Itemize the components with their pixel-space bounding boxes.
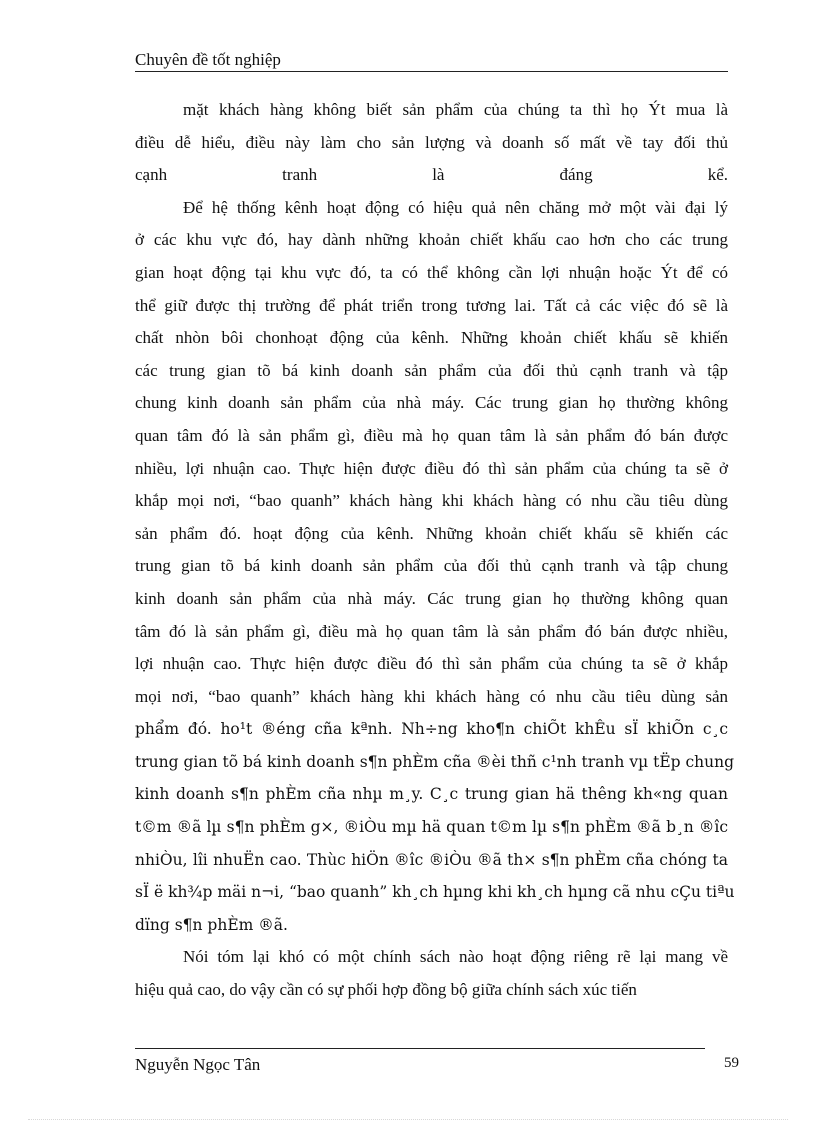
text-line: nhiÒu, lîi nhuËn cao. Thùc hiÖn ®îc ®iÒu ®ã th× s¶n phÈm cña chóng ta	[135, 850, 728, 869]
text-line: quan tâm đó là sản phẩm gì, điều mà họ quan tâm là sản phẩm đó bán được	[135, 425, 728, 445]
text-line: nhiều, lợi nhuận cao. Thực hiện được điều đó thì sản phẩm của chúng ta sẽ ở	[135, 458, 728, 478]
text-line: dïng s¶n phÈm ®ã.	[135, 915, 288, 934]
text-line: kinh doanh s¶n phÈm cña nhµ m¸y. C¸c trung gian hä thêng kh«ng quan	[135, 785, 728, 804]
text-line: t©m ®ã lµ s¶n phÈm g×, ®iÒu mµ hä quan t©m lµ s¶n phÈm ®ã b¸n ®îc	[135, 818, 728, 837]
page-number: 59	[724, 1055, 739, 1071]
text-line: mặt khách hàng không biết sản phẩm của chúng ta thì họ Ýt mua là	[183, 100, 728, 119]
header-divider	[135, 71, 728, 72]
text-line: thể giữ được thị trường để phát triển trong tương lai. Tất cả các việc đó sẽ là	[135, 295, 728, 315]
text-line: sÏ ë kh¾p mäi n¬i, “bao quanh” kh¸ch hµng khi kh¸ch hµng cã nhu cÇu tiªu	[135, 883, 735, 902]
page-edge-guide	[28, 1119, 788, 1120]
text-line: kinh doanh sản phẩm của nhà máy. Các trung gian họ thường không quan	[135, 588, 728, 608]
page-header-title: Chuyên đề tốt nghiệp	[135, 50, 281, 69]
document-body	[135, 94, 735, 1007]
footer-author: Nguyễn Ngọc Tân	[135, 1055, 261, 1074]
text-line: trung gian tõ bá kinh doanh s¶n phÈm cña ®èi thñ c¹nh tranh vµ tËp chung	[135, 752, 735, 771]
text-line: mọi nơi, “bao quanh” khách hàng khi khách hàng có nhu cầu tiêu dùng sản	[135, 686, 728, 706]
text-line: hiệu quả cao, do vậy cần có sự phối hợp đồng bộ giữa chính sách xúc tiến	[135, 980, 637, 1000]
text-line: chất nhòn bôi chonhoạt động của kênh. Những khoản chiết khấu sẽ khiến	[135, 328, 728, 348]
text-line: trung gian tõ bá kinh doanh sản phẩm của đối thủ cạnh tranh và tập chung	[135, 556, 728, 576]
text-line: các trung gian tõ bá kinh doanh sản phẩm của đối thủ cạnh tranh và tập	[135, 360, 728, 380]
text-line: khắp mọi nơi, “bao quanh” khách hàng khi khách hàng có nhu cầu tiêu dùng	[135, 491, 728, 511]
footer-divider	[135, 1048, 705, 1049]
text-line: Nói tóm lại khó có một chính sách nào hoạt động riêng rẽ lại mang về	[183, 947, 728, 967]
text-line: điều dễ hiểu, điều này làm cho sản lượng và doanh số mất về tay đối thủ	[135, 132, 728, 152]
text-line: chung kinh doanh sản phẩm của nhà máy. Các trung gian họ thường không	[135, 393, 728, 413]
text-line: sản phẩm đó. hoạt động của kênh. Những khoản chiết khấu sẽ khiến các	[135, 523, 728, 543]
text-line: lợi nhuận cao. Thực hiện được điều đó thì sản phẩm của chúng ta sẽ ở khắp	[135, 654, 728, 674]
text-line: tâm đó là sản phẩm gì, điều mà họ quan tâm là sản phẩm đó bán được nhiều,	[135, 621, 728, 641]
text-line: gian hoạt động tại khu vực đó, ta có thể không cần lợi nhuận hoặc Ýt để có	[135, 262, 728, 282]
text-line: cạnh tranh là đáng kể.	[135, 165, 728, 185]
text-line: ở các khu vực đó, hay dành những khoản chiết khấu cao hơn cho các trung	[135, 230, 728, 250]
text-line: Để hệ thống kênh hoạt động có hiệu quả nên chăng mở một vài đại lý	[183, 197, 728, 217]
text-line: phẩm đó. ho¹t ®éng cña kªnh. Nh÷ng kho¶n chiÕt khÊu sÏ khiÕn c¸c	[135, 720, 728, 739]
